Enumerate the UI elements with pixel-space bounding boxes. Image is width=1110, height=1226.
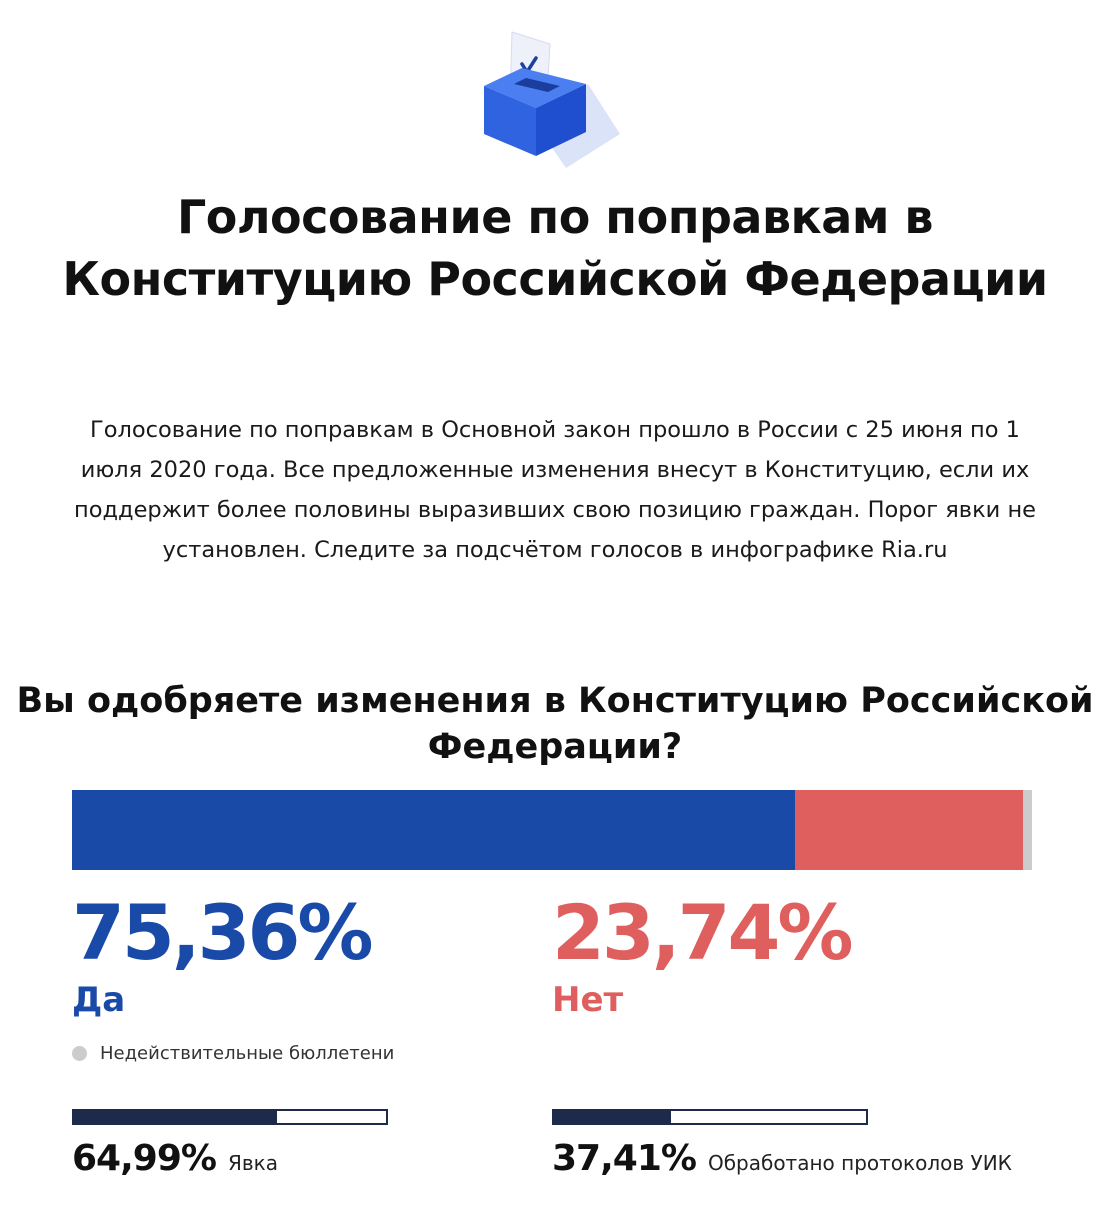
yes-label: Да bbox=[72, 980, 126, 1020]
turnout-label: Явка bbox=[227, 1151, 278, 1175]
page-title: Голосование по поправкам в Конституцию Российской Федерации bbox=[62, 190, 1048, 306]
turnout-value: 64,99% bbox=[72, 1138, 216, 1179]
protocols-progress bbox=[552, 1109, 868, 1125]
turnout-progress-fill bbox=[74, 1111, 277, 1123]
result-bar bbox=[72, 790, 1032, 870]
invalid-legend bbox=[72, 1043, 394, 1064]
turnout-progress bbox=[72, 1109, 388, 1125]
invalid-legend-dot bbox=[72, 1046, 87, 1061]
bar-invalid bbox=[1023, 790, 1032, 870]
protocols-label: Обработано протоколов УИК bbox=[707, 1151, 1012, 1175]
intro-text: Голосование по поправкам в Основной закон прошло в России с 25 июня по 1 июля 2020 года. Все предложенные изменения внесут в Конституцию, если их поддержит более половины выразивших свою позицию граждан. Порог явки не установлен. Следите за подсчётом голосов в инфографике Ria.ru bbox=[73, 417, 1036, 563]
protocols-value: 37,41% bbox=[552, 1138, 696, 1179]
protocols-progress-fill bbox=[554, 1111, 671, 1123]
no-percent: 23,74% bbox=[552, 888, 851, 977]
bar-no bbox=[795, 790, 1023, 870]
turnout-stat bbox=[72, 1138, 278, 1179]
invalid-legend-label: Недействительные бюллетени bbox=[100, 1043, 395, 1064]
bar-yes bbox=[72, 790, 795, 870]
ballot-box-icon bbox=[470, 22, 630, 172]
question-title: Вы одобряете изменения в Конституцию Российской Федерации? bbox=[16, 681, 1094, 767]
yes-percent: 75,36% bbox=[72, 888, 371, 977]
protocols-stat bbox=[552, 1138, 1012, 1179]
no-label: Нет bbox=[552, 980, 624, 1020]
